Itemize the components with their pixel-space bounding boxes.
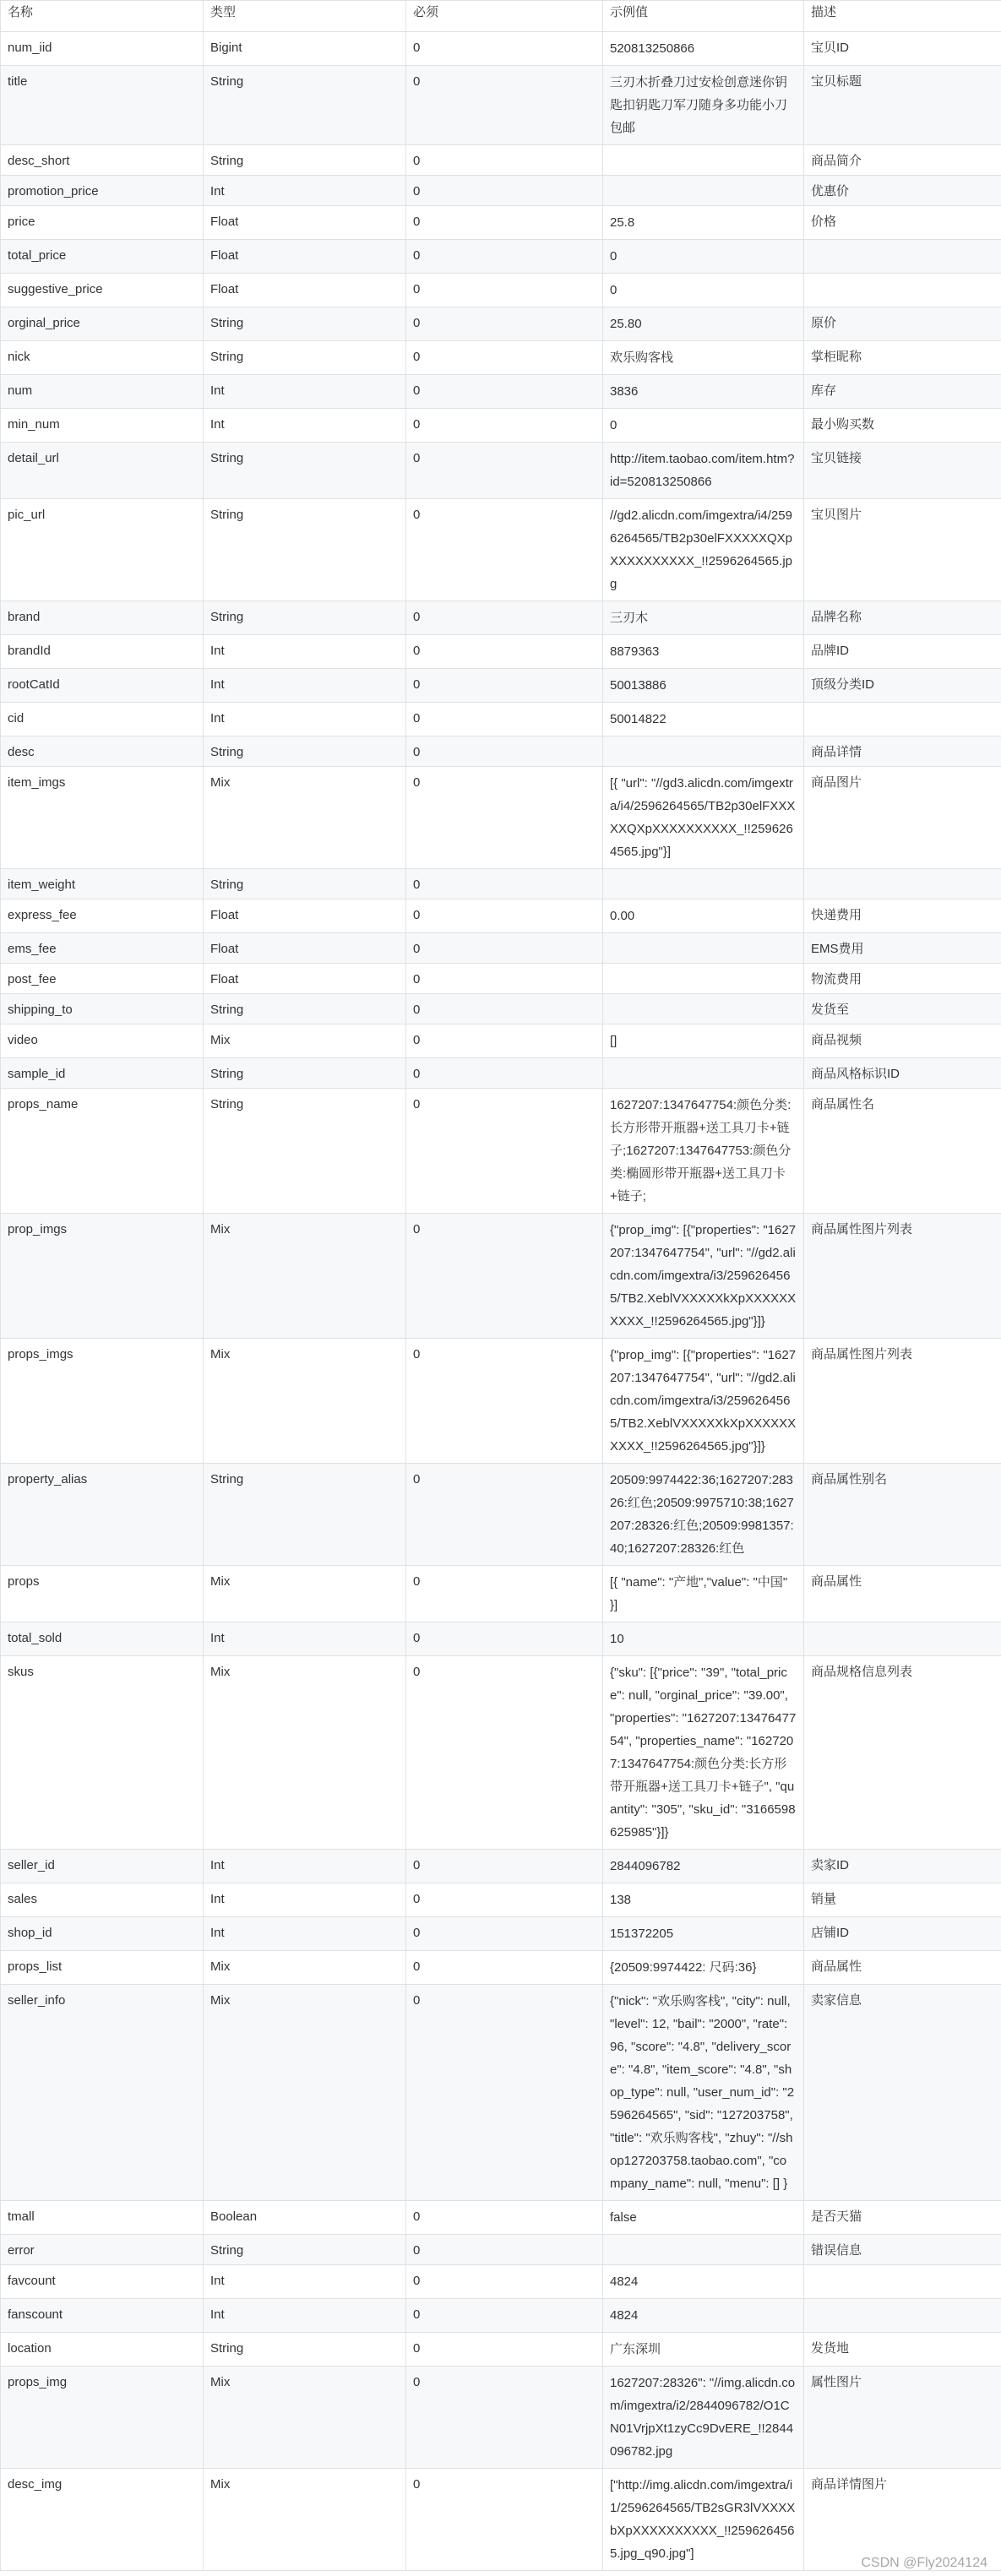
field-description-cell [804, 240, 1001, 274]
field-required-cell: 0 [406, 2235, 603, 2265]
table-row [1, 1566, 1001, 1622]
field-required-cell: 0 [406, 1214, 603, 1339]
field-name-cell: props_name [1, 1089, 204, 1214]
table-row [1, 1464, 1001, 1566]
field-required-cell: 0 [406, 1089, 603, 1214]
field-name-cell: post_fee [1, 964, 204, 994]
field-type-cell: Mix [204, 2469, 406, 2571]
field-name-cell: prop_imgs [1, 1214, 204, 1339]
field-required-cell: 0 [406, 869, 603, 899]
field-name-cell: props_list [1, 1951, 204, 1985]
field-type-cell: String [204, 499, 406, 601]
field-name-cell: brandId [1, 635, 204, 669]
field-description-cell: 物流费用 [804, 964, 1001, 994]
watermark: CSDN @Fly2024124 [861, 2556, 987, 2570]
field-type-cell: String [204, 1464, 406, 1566]
field-type-cell: Mix [204, 1985, 406, 2201]
field-example-cell: 0.00 [603, 899, 804, 933]
field-name-cell: pic_url [1, 499, 204, 601]
field-type-cell: Int [204, 2265, 406, 2299]
table-row [1, 1339, 1001, 1464]
field-required-cell: 0 [406, 307, 603, 341]
field-description-cell: 宝贝标题 [804, 66, 1001, 145]
table-row [1, 869, 1001, 899]
field-example-cell: 0 [603, 409, 804, 443]
field-type-cell: String [204, 601, 406, 635]
field-name-cell: location [1, 2333, 204, 2367]
field-type-cell: Mix [204, 1214, 406, 1339]
field-example-cell: ["http://img.alicdn.com/imgextra/i1/2596264565/TB2sGR3lVXXXXbXpXXXXXXXXXX_!!2596264565.jpg_q90.jpg"] [603, 2469, 804, 2571]
field-name-cell: fanscount [1, 2299, 204, 2333]
field-type-cell: Int [204, 1917, 406, 1951]
table-row [1, 1622, 1001, 1656]
field-required-cell: 0 [406, 1464, 603, 1566]
field-example-cell: 三刃木折叠刀过安检创意迷你钥匙扣钥匙刀军刀随身多功能小刀包邮 [603, 66, 804, 145]
header-required: 必须 [406, 1, 603, 32]
table-header-row [1, 1, 1001, 32]
field-example-cell: false [603, 2201, 804, 2235]
field-example-cell: {20509:9974422: 尺码:36} [603, 1951, 804, 1985]
table-row [1, 1850, 1001, 1883]
header-name: 名称 [1, 1, 204, 32]
field-required-cell: 0 [406, 145, 603, 176]
field-required-cell: 0 [406, 2333, 603, 2367]
field-example-cell: {"prop_img": [{"properties": "1627207:1347647754", "url": "//gd2.alicdn.com/imgextra/i3/2596264565/TB2.XeblVXXXXXkXpXXXXXXXXXX_!!2596264565.jpg"}]} [603, 1339, 804, 1464]
field-example-cell [603, 964, 804, 994]
field-required-cell: 0 [406, 2265, 603, 2299]
header-description: 描述 [804, 1, 1001, 32]
field-name-cell: suggestive_price [1, 274, 204, 307]
field-description-cell: 是否天猫 [804, 2201, 1001, 2235]
field-example-cell: 8879363 [603, 635, 804, 669]
table-row [1, 274, 1001, 307]
field-type-cell: Int [204, 2299, 406, 2333]
field-name-cell: desc [1, 736, 204, 767]
field-name-cell: item_imgs [1, 767, 204, 869]
table-row [1, 2235, 1001, 2265]
field-type-cell: Mix [204, 1339, 406, 1464]
field-description-cell: 商品风格标识ID [804, 1058, 1001, 1089]
field-type-cell: Int [204, 703, 406, 736]
table-row [1, 1214, 1001, 1339]
field-type-cell: Int [204, 1850, 406, 1883]
table-row [1, 66, 1001, 145]
field-type-cell: String [204, 145, 406, 176]
table-row [1, 1951, 1001, 1985]
field-type-cell: Int [204, 669, 406, 703]
field-description-cell: 品牌名称 [804, 601, 1001, 635]
field-description-cell: 商品属性图片列表 [804, 1214, 1001, 1339]
field-example-cell: 3836 [603, 375, 804, 409]
field-name-cell: item_weight [1, 869, 204, 899]
field-required-cell: 0 [406, 2367, 603, 2469]
field-type-cell: String [204, 2235, 406, 2265]
table-row [1, 1024, 1001, 1058]
field-required-cell: 0 [406, 2299, 603, 2333]
field-required-cell: 0 [406, 375, 603, 409]
field-name-cell: props_img [1, 2367, 204, 2469]
field-type-cell: Mix [204, 1024, 406, 1058]
field-name-cell: cid [1, 703, 204, 736]
table-row [1, 2201, 1001, 2235]
table-row [1, 601, 1001, 635]
field-required-cell: 0 [406, 1058, 603, 1089]
field-type-cell: Mix [204, 767, 406, 869]
field-description-cell: 发货地 [804, 2333, 1001, 2367]
field-type-cell: Bigint [204, 32, 406, 66]
field-type-cell: Int [204, 1883, 406, 1917]
field-type-cell: String [204, 1089, 406, 1214]
field-example-cell [603, 869, 804, 899]
field-required-cell: 0 [406, 601, 603, 635]
field-description-cell: 卖家ID [804, 1850, 1001, 1883]
field-required-cell: 0 [406, 1850, 603, 1883]
field-description-cell: 商品属性 [804, 1951, 1001, 1985]
field-example-cell: 520813250866 [603, 32, 804, 66]
field-required-cell: 0 [406, 994, 603, 1024]
table-row [1, 899, 1001, 933]
field-name-cell: total_price [1, 240, 204, 274]
field-name-cell: desc_short [1, 145, 204, 176]
field-description-cell: 快递费用 [804, 899, 1001, 933]
field-required-cell: 0 [406, 1951, 603, 1985]
field-description-cell: 商品属性图片列表 [804, 1339, 1001, 1464]
field-required-cell: 0 [406, 2201, 603, 2235]
table-row [1, 2265, 1001, 2299]
field-description-cell: 宝贝图片 [804, 499, 1001, 601]
field-description-cell: 最小购买数 [804, 409, 1001, 443]
field-type-cell: String [204, 66, 406, 145]
table-row [1, 2469, 1001, 2571]
field-name-cell: tmall [1, 2201, 204, 2235]
field-type-cell: Float [204, 933, 406, 964]
field-example-cell: 1627207:1347647754:颜色分类:长方形带开瓶器+送工具刀卡+链子;1627207:1347647753:颜色分类:椭圆形带开瓶器+送工具刀卡+链子; [603, 1089, 804, 1214]
field-type-cell: String [204, 994, 406, 1024]
header-example: 示例值 [603, 1, 804, 32]
field-name-cell: min_num [1, 409, 204, 443]
field-required-cell: 0 [406, 66, 603, 145]
field-required-cell: 0 [406, 1339, 603, 1464]
field-example-cell: [{ "name": "产地","value": "中国" }] [603, 1566, 804, 1622]
field-required-cell: 0 [406, 635, 603, 669]
field-required-cell: 0 [406, 1566, 603, 1622]
field-required-cell: 0 [406, 669, 603, 703]
field-example-cell [603, 736, 804, 767]
table-row [1, 341, 1001, 375]
field-example-cell: http://item.taobao.com/item.htm?id=520813250866 [603, 443, 804, 499]
table-row [1, 1058, 1001, 1089]
field-name-cell: seller_id [1, 1850, 204, 1883]
field-example-cell: //gd2.alicdn.com/imgextra/i4/2596264565/TB2p30elFXXXXXQXpXXXXXXXXXX_!!2596264565.jpg [603, 499, 804, 601]
table-row [1, 375, 1001, 409]
field-description-cell: 优惠价 [804, 176, 1001, 206]
field-example-cell: 10 [603, 1622, 804, 1656]
field-name-cell: title [1, 66, 204, 145]
table-row [1, 767, 1001, 869]
field-type-cell: Int [204, 176, 406, 206]
field-description-cell: 商品属性 [804, 1566, 1001, 1622]
field-name-cell: orginal_price [1, 307, 204, 341]
field-example-cell: [{ "url": "//gd3.alicdn.com/imgextra/i4/2596264565/TB2p30elFXXXXXQXpXXXXXXXXXX_!!2596264565.jpg"}] [603, 767, 804, 869]
field-example-cell: 1627207:28326": "//img.alicdn.com/imgextra/i2/2844096782/O1CN01VrjpXt1zyCc9DvERE_!!2844096782.jpg [603, 2367, 804, 2469]
field-example-cell [603, 994, 804, 1024]
field-type-cell: Int [204, 409, 406, 443]
field-required-cell: 0 [406, 1622, 603, 1656]
field-description-cell: 原价 [804, 307, 1001, 341]
table-row [1, 669, 1001, 703]
table-row [1, 933, 1001, 964]
field-name-cell: price [1, 206, 204, 240]
field-description-cell [804, 274, 1001, 307]
field-required-cell: 0 [406, 240, 603, 274]
field-description-cell: 错误信息 [804, 2235, 1001, 2265]
field-example-cell: {"nick": "欢乐购客栈", "city": null, "level": 12, "bail": "2000", "rate": 96, "score": "4.8", "delivery_score": "4.8", "item_score": "4.8", "shop_type": null, "user_num_id": "2596264565", "sid": "127203758", "title": "欢乐购客栈", "zhuy": "//shop127203758.taobao.com", "company_name": null, "menu": [] } [603, 1985, 804, 2201]
field-description-cell: EMS费用 [804, 933, 1001, 964]
field-name-cell: shop_id [1, 1917, 204, 1951]
field-required-cell: 0 [406, 1985, 603, 2201]
table-row [1, 2367, 1001, 2469]
field-required-cell: 0 [406, 499, 603, 601]
field-description-cell: 品牌ID [804, 635, 1001, 669]
field-description-cell: 商品视频 [804, 1024, 1001, 1058]
table-row [1, 307, 1001, 341]
field-example-cell: 欢乐购客栈 [603, 341, 804, 375]
field-type-cell: String [204, 1058, 406, 1089]
field-name-cell: error [1, 2235, 204, 2265]
table-row [1, 994, 1001, 1024]
field-example-cell [603, 176, 804, 206]
field-type-cell: Float [204, 899, 406, 933]
field-description-cell: 商品属性名 [804, 1089, 1001, 1214]
field-description-cell: 宝贝链接 [804, 443, 1001, 499]
field-required-cell: 0 [406, 767, 603, 869]
field-example-cell: 广东深圳 [603, 2333, 804, 2367]
field-required-cell: 0 [406, 899, 603, 933]
field-example-cell: 2844096782 [603, 1850, 804, 1883]
field-required-cell: 0 [406, 1024, 603, 1058]
field-example-cell: 0 [603, 274, 804, 307]
field-example-cell: 20509:9974422:36;1627207:28326:红色;20509:9975710:38;1627207:28326:红色;20509:9981357:40;1627207:28326:红色 [603, 1464, 804, 1566]
field-example-cell: 50013886 [603, 669, 804, 703]
field-example-cell: [] [603, 1024, 804, 1058]
table-row [1, 1656, 1001, 1850]
table-row [1, 2299, 1001, 2333]
field-type-cell: Boolean [204, 2201, 406, 2235]
field-required-cell: 0 [406, 206, 603, 240]
field-description-cell: 商品图片 [804, 767, 1001, 869]
field-name-cell: props [1, 1566, 204, 1622]
field-example-cell: {"prop_img": [{"properties": "1627207:1347647754", "url": "//gd2.alicdn.com/imgextra/i3/2596264565/TB2.XeblVXXXXXkXpXXXXXXXXXX_!!2596264565.jpg"}]} [603, 1214, 804, 1339]
field-description-cell: 掌柜昵称 [804, 341, 1001, 375]
table-row [1, 1917, 1001, 1951]
field-type-cell: Int [204, 375, 406, 409]
field-example-cell: 151372205 [603, 1917, 804, 1951]
field-name-cell: num [1, 375, 204, 409]
field-description-cell: 商品属性别名 [804, 1464, 1001, 1566]
field-required-cell: 0 [406, 176, 603, 206]
field-type-cell: Int [204, 1622, 406, 1656]
field-type-cell: Float [204, 274, 406, 307]
field-type-cell: Mix [204, 1951, 406, 1985]
field-name-cell: sales [1, 1883, 204, 1917]
field-description-cell: 属性图片 [804, 2367, 1001, 2469]
field-required-cell: 0 [406, 964, 603, 994]
table-row [1, 145, 1001, 176]
field-type-cell: String [204, 307, 406, 341]
table-row [1, 1883, 1001, 1917]
field-type-cell: Mix [204, 1566, 406, 1622]
field-name-cell: favcount [1, 2265, 204, 2299]
field-description-cell [804, 1622, 1001, 1656]
table-row [1, 240, 1001, 274]
field-required-cell: 0 [406, 274, 603, 307]
field-name-cell: desc_img [1, 2469, 204, 2571]
field-description-cell: 顶级分类ID [804, 669, 1001, 703]
field-example-cell [603, 2235, 804, 2265]
table-row [1, 206, 1001, 240]
field-description-cell: 价格 [804, 206, 1001, 240]
field-example-cell [603, 145, 804, 176]
field-name-cell: skus [1, 1656, 204, 1850]
table-row [1, 499, 1001, 601]
field-description-cell [804, 869, 1001, 899]
field-required-cell: 0 [406, 341, 603, 375]
table-row [1, 1985, 1001, 2201]
field-required-cell: 0 [406, 1917, 603, 1951]
field-description-cell: 库存 [804, 375, 1001, 409]
field-type-cell: Mix [204, 2367, 406, 2469]
field-example-cell: 50014822 [603, 703, 804, 736]
field-name-cell: num_iid [1, 32, 204, 66]
field-description-cell: 商品简介 [804, 145, 1001, 176]
field-type-cell: String [204, 736, 406, 767]
field-example-cell: 0 [603, 240, 804, 274]
field-example-cell: 138 [603, 1883, 804, 1917]
field-required-cell: 0 [406, 443, 603, 499]
header-type: 类型 [204, 1, 406, 32]
field-description-cell: 商品详情图片 [804, 2469, 1001, 2571]
field-required-cell: 0 [406, 32, 603, 66]
field-example-cell [603, 933, 804, 964]
field-name-cell: nick [1, 341, 204, 375]
field-type-cell: Int [204, 635, 406, 669]
table-row [1, 703, 1001, 736]
field-name-cell: props_imgs [1, 1339, 204, 1464]
table-row [1, 736, 1001, 767]
field-type-cell: Float [204, 964, 406, 994]
field-type-cell: String [204, 2333, 406, 2367]
table-row [1, 635, 1001, 669]
field-description-cell: 发货至 [804, 994, 1001, 1024]
field-name-cell: shipping_to [1, 994, 204, 1024]
table-row [1, 409, 1001, 443]
field-description-cell [804, 2299, 1001, 2333]
field-example-cell: {"sku": [{"price": "39", "total_price": null, "orginal_price": "39.00", "properties": "1627207:1347647754", "properties_name": "1627207:1347647754:颜色分类:长方形带开瓶器+送工具刀卡+链子", "quantity": "305", "sku_id": "3166598625985"}]} [603, 1656, 804, 1850]
field-example-cell: 25.80 [603, 307, 804, 341]
field-description-cell: 销量 [804, 1883, 1001, 1917]
field-example-cell [603, 1058, 804, 1089]
field-description-cell [804, 703, 1001, 736]
table-row [1, 32, 1001, 66]
table-row [1, 443, 1001, 499]
field-name-cell: total_sold [1, 1622, 204, 1656]
field-example-cell: 4824 [603, 2299, 804, 2333]
table-row [1, 2333, 1001, 2367]
field-required-cell: 0 [406, 933, 603, 964]
field-name-cell: sample_id [1, 1058, 204, 1089]
field-type-cell: String [204, 341, 406, 375]
field-example-cell: 4824 [603, 2265, 804, 2299]
table-row [1, 964, 1001, 994]
field-required-cell: 0 [406, 409, 603, 443]
field-name-cell: property_alias [1, 1464, 204, 1566]
field-name-cell: ems_fee [1, 933, 204, 964]
field-required-cell: 0 [406, 736, 603, 767]
field-required-cell: 0 [406, 703, 603, 736]
field-description-cell: 商品详情 [804, 736, 1001, 767]
field-required-cell: 0 [406, 1656, 603, 1850]
field-example-cell: 25.8 [603, 206, 804, 240]
field-type-cell: String [204, 443, 406, 499]
field-type-cell: String [204, 869, 406, 899]
field-name-cell: express_fee [1, 899, 204, 933]
field-name-cell: brand [1, 601, 204, 635]
field-description-cell: 商品规格信息列表 [804, 1656, 1001, 1850]
field-description-cell [804, 2265, 1001, 2299]
field-type-cell: Mix [204, 1656, 406, 1850]
field-name-cell: promotion_price [1, 176, 204, 206]
field-name-cell: rootCatId [1, 669, 204, 703]
field-description-cell: 宝贝ID [804, 32, 1001, 66]
field-name-cell: video [1, 1024, 204, 1058]
table-row [1, 176, 1001, 206]
field-description-cell: 卖家信息 [804, 1985, 1001, 2201]
field-name-cell: detail_url [1, 443, 204, 499]
field-required-cell: 0 [406, 1883, 603, 1917]
field-required-cell: 0 [406, 2469, 603, 2571]
field-type-cell: Float [204, 206, 406, 240]
field-name-cell: seller_info [1, 1985, 204, 2201]
table-row [1, 1089, 1001, 1214]
field-description-cell: 店铺ID [804, 1917, 1001, 1951]
field-type-cell: Float [204, 240, 406, 274]
field-example-cell: 三刃木 [603, 601, 804, 635]
